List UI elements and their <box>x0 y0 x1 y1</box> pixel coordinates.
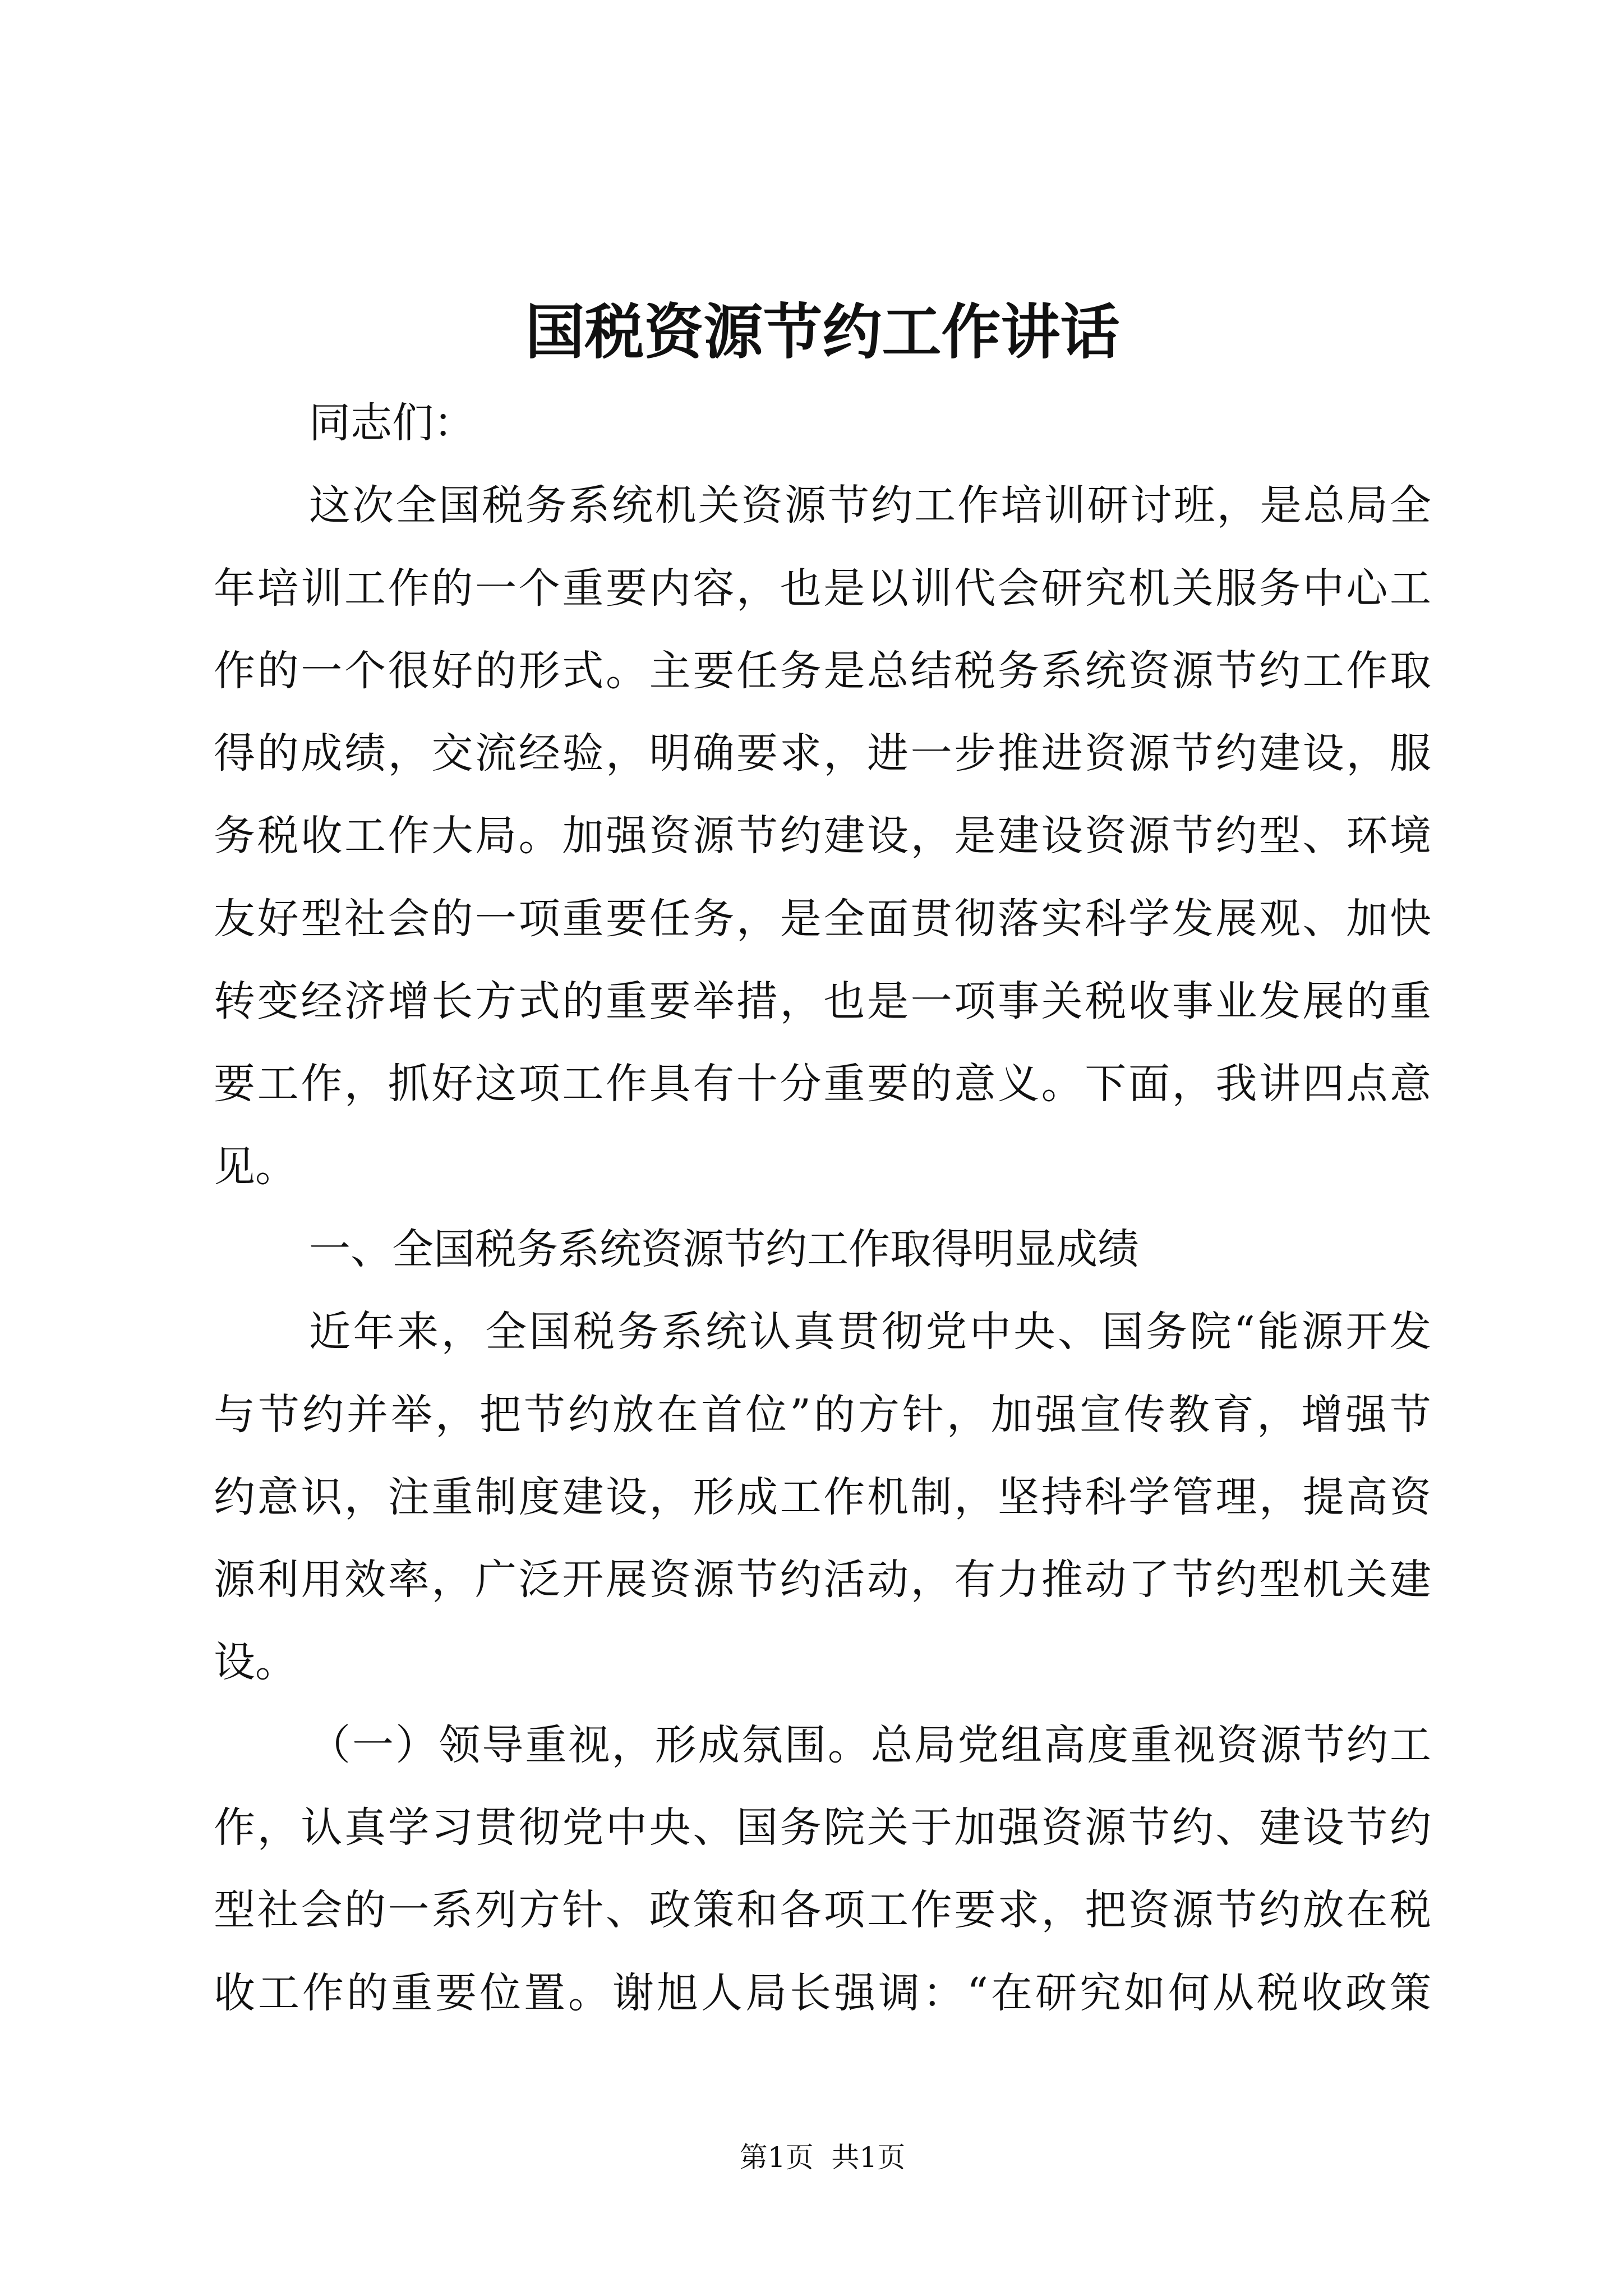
paragraph-line: 型社会的一系列方针、政策和各项工作要求，把资源节约放在税 <box>214 1886 1431 1935</box>
document-title: 国税资源节约工作讲话 <box>525 297 1120 367</box>
paragraph-line: 务税收工作大局。加强资源节约建设，是建设资源节约型、环境 <box>214 812 1431 861</box>
paragraph-line: 作，认真学习贯彻党中央、国务院关于加强资源节约、建设节约 <box>214 1803 1431 1852</box>
paragraph-line: 设。 <box>214 1638 297 1687</box>
paragraph-line: 收工作的重要位置。谢旭人局长强调：“在研究如何从税收政策 <box>214 1968 1431 2017</box>
section-heading: 一、全国税务系统资源节约工作取得明显成绩 <box>309 1225 1139 1273</box>
paragraph-line: 这次全国税务系统机关资源节约工作培训研讨班，是总局全 <box>309 481 1431 530</box>
paragraph-line: 作的一个很好的形式。主要任务是总结税务系统资源节约工作取 <box>214 646 1431 695</box>
paragraph-line: （一）领导重视，形成氛围。总局党组高度重视资源节约工 <box>309 1720 1431 1769</box>
paragraph-line: 约意识，注重制度建设，形成工作机制，坚持科学管理，提高资 <box>214 1473 1431 1521</box>
paragraph-line: 见。 <box>214 1142 297 1191</box>
page-number-footer: 第1页 共1页 <box>739 2141 906 2174</box>
paragraph-line: 得的成绩，交流经验，明确要求，进一步推进资源节约建设，服 <box>214 729 1431 778</box>
paragraph-line: 要工作，抓好这项工作具有十分重要的意义。下面，我讲四点意 <box>214 1060 1431 1108</box>
paragraph-line: 友好型社会的一项重要任务，是全面贯彻落实科学发展观、加快 <box>214 894 1431 943</box>
paragraph-line: 源利用效率，广泛开展资源节约活动，有力推动了节约型机关建 <box>214 1556 1431 1604</box>
salutation-line: 同志们： <box>309 399 475 447</box>
paragraph-line: 与节约并举，把节约放在首位”的方针，加强宣传教育，增强节 <box>214 1390 1431 1439</box>
paragraph-line: 年培训工作的一个重要内容，也是以训代会研究机关服务中心工 <box>214 564 1431 613</box>
document-body <box>214 382 1431 2035</box>
paragraph-line: 转变经济增长方式的重要举措，也是一项事关税收事业发展的重 <box>214 977 1431 1026</box>
paragraph-line: 近年来，全国税务系统认真贯彻党中央、国务院“能源开发 <box>309 1308 1431 1356</box>
